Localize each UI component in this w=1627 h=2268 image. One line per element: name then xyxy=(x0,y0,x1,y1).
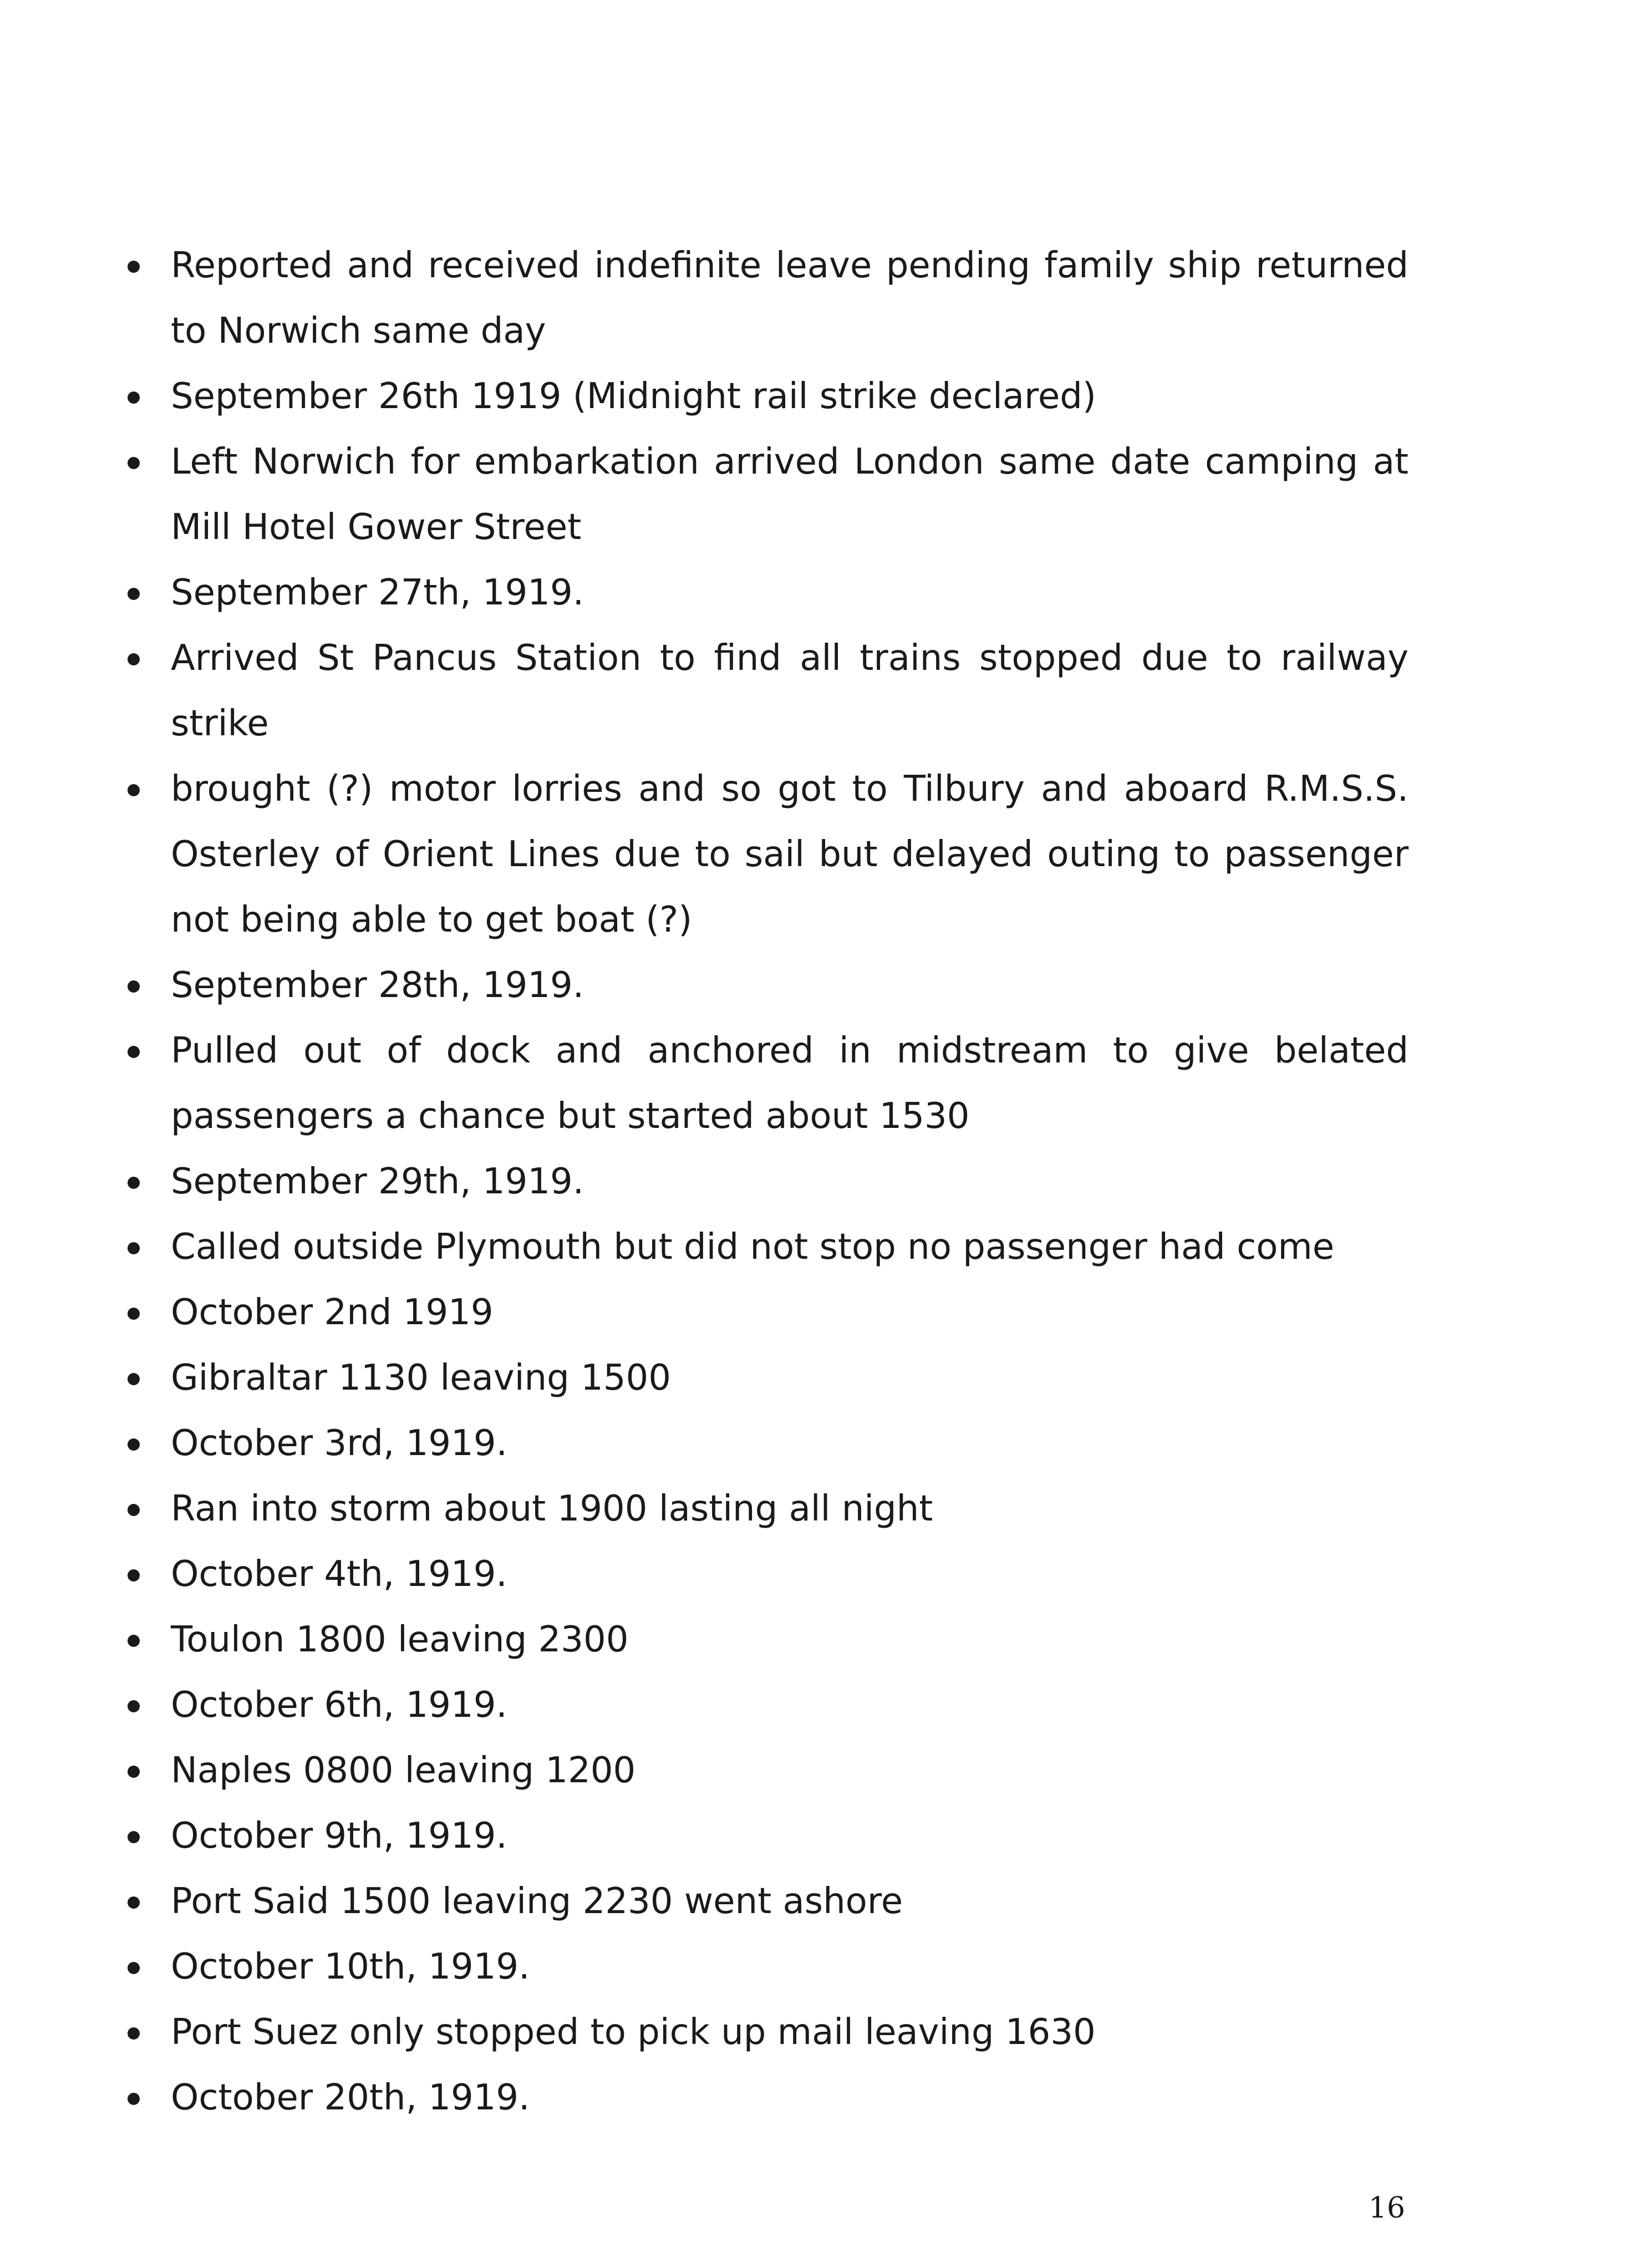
bullet-icon xyxy=(128,1177,140,1189)
entry-text: October 10th, 1919. xyxy=(171,1946,530,1987)
entry-text: Arrived St Pancus Station to find all trains stopped due to railway strike xyxy=(171,638,1409,744)
entry-text: brought (?) motor lorries and so got to Tilbury and aboard R.M.S.S. Osterley of Orient Lines due to sail but delayed outing to passenger not being able to get boat (?) xyxy=(171,769,1409,940)
list-item xyxy=(128,1149,1409,1214)
entry-text: September 26th 1919 (Midnight rail strike declared) xyxy=(171,376,1096,417)
list-item xyxy=(128,560,1409,626)
entry-text: Left Norwich for embarkation arrived London same date camping at Mill Hotel Gower Street xyxy=(171,441,1409,548)
entry-text: Naples 0800 leaving 1200 xyxy=(171,1750,636,1791)
page-number: 16 xyxy=(1368,2191,1405,2225)
list-item xyxy=(128,1018,1409,1149)
bullet-icon xyxy=(128,1046,140,1058)
list-item xyxy=(128,1672,1409,1738)
entry-text: Toulon 1800 leaving 2300 xyxy=(171,1619,629,1660)
bullet-icon xyxy=(128,1962,140,1974)
bullet-icon xyxy=(128,588,140,600)
entry-text: September 27th, 1919. xyxy=(171,572,584,613)
entry-text: October 20th, 1919. xyxy=(171,2077,530,2118)
bullet-icon xyxy=(128,2093,140,2105)
bullet-icon xyxy=(128,653,140,665)
entry-text: October 6th, 1919. xyxy=(171,1685,507,1726)
bullet-icon xyxy=(128,1700,140,1712)
list-item xyxy=(128,429,1409,560)
bullet-icon xyxy=(128,391,140,404)
entry-text: September 28th, 1919. xyxy=(171,965,584,1006)
diary-entry-list xyxy=(128,233,1409,2130)
entry-text: October 9th, 1919. xyxy=(171,1816,507,1857)
list-item xyxy=(128,2065,1409,2130)
bullet-icon xyxy=(128,1504,140,1516)
bullet-icon xyxy=(128,2027,140,2040)
bullet-icon xyxy=(128,457,140,469)
list-item xyxy=(128,1345,1409,1411)
list-item xyxy=(128,1542,1409,1607)
bullet-icon xyxy=(128,261,140,273)
entry-text: September 29th, 1919. xyxy=(171,1161,584,1202)
bullet-icon xyxy=(128,980,140,993)
list-item xyxy=(128,364,1409,429)
bullet-icon xyxy=(128,784,140,796)
list-item xyxy=(128,953,1409,1018)
entry-text: October 2nd 1919 xyxy=(171,1292,494,1333)
entry-text: October 4th, 1919. xyxy=(171,1554,507,1595)
list-item xyxy=(128,1934,1409,2000)
list-item xyxy=(128,1803,1409,1869)
list-item xyxy=(128,1411,1409,1476)
bullet-icon xyxy=(128,1242,140,1254)
bullet-icon xyxy=(128,1766,140,1778)
bullet-icon xyxy=(128,1569,140,1582)
bullet-icon xyxy=(128,1438,140,1451)
bullet-icon xyxy=(128,1896,140,1909)
list-item xyxy=(128,1476,1409,1542)
list-item xyxy=(128,1869,1409,1934)
list-item xyxy=(128,1280,1409,1345)
list-item xyxy=(128,2000,1409,2065)
list-item xyxy=(128,233,1409,364)
list-item xyxy=(128,1214,1409,1280)
entry-text: Reported and received indefinite leave pending family ship returned to Norwich same day xyxy=(171,245,1409,352)
bullet-icon xyxy=(128,1831,140,1843)
bullet-icon xyxy=(128,1308,140,1320)
list-item xyxy=(128,1607,1409,1672)
entry-text: Pulled out of dock and anchored in midstream to give belated passengers a chance but started about 1530 xyxy=(171,1030,1409,1137)
list-item xyxy=(128,626,1409,756)
entry-text: October 3rd, 1919. xyxy=(171,1423,507,1464)
entry-text: Ran into storm about 1900 lasting all night xyxy=(171,1488,933,1529)
entry-text: Port Suez only stopped to pick up mail leaving 1630 xyxy=(171,2012,1096,2053)
entry-text: Called outside Plymouth but did not stop no passenger had come xyxy=(171,1227,1335,1268)
entry-text: Gibraltar 1130 leaving 1500 xyxy=(171,1357,671,1399)
entry-text: Port Said 1500 leaving 2230 went ashore xyxy=(171,1881,903,1922)
bullet-icon xyxy=(128,1373,140,1385)
bullet-icon xyxy=(128,1635,140,1647)
list-item xyxy=(128,756,1409,953)
list-item xyxy=(128,1738,1409,1803)
